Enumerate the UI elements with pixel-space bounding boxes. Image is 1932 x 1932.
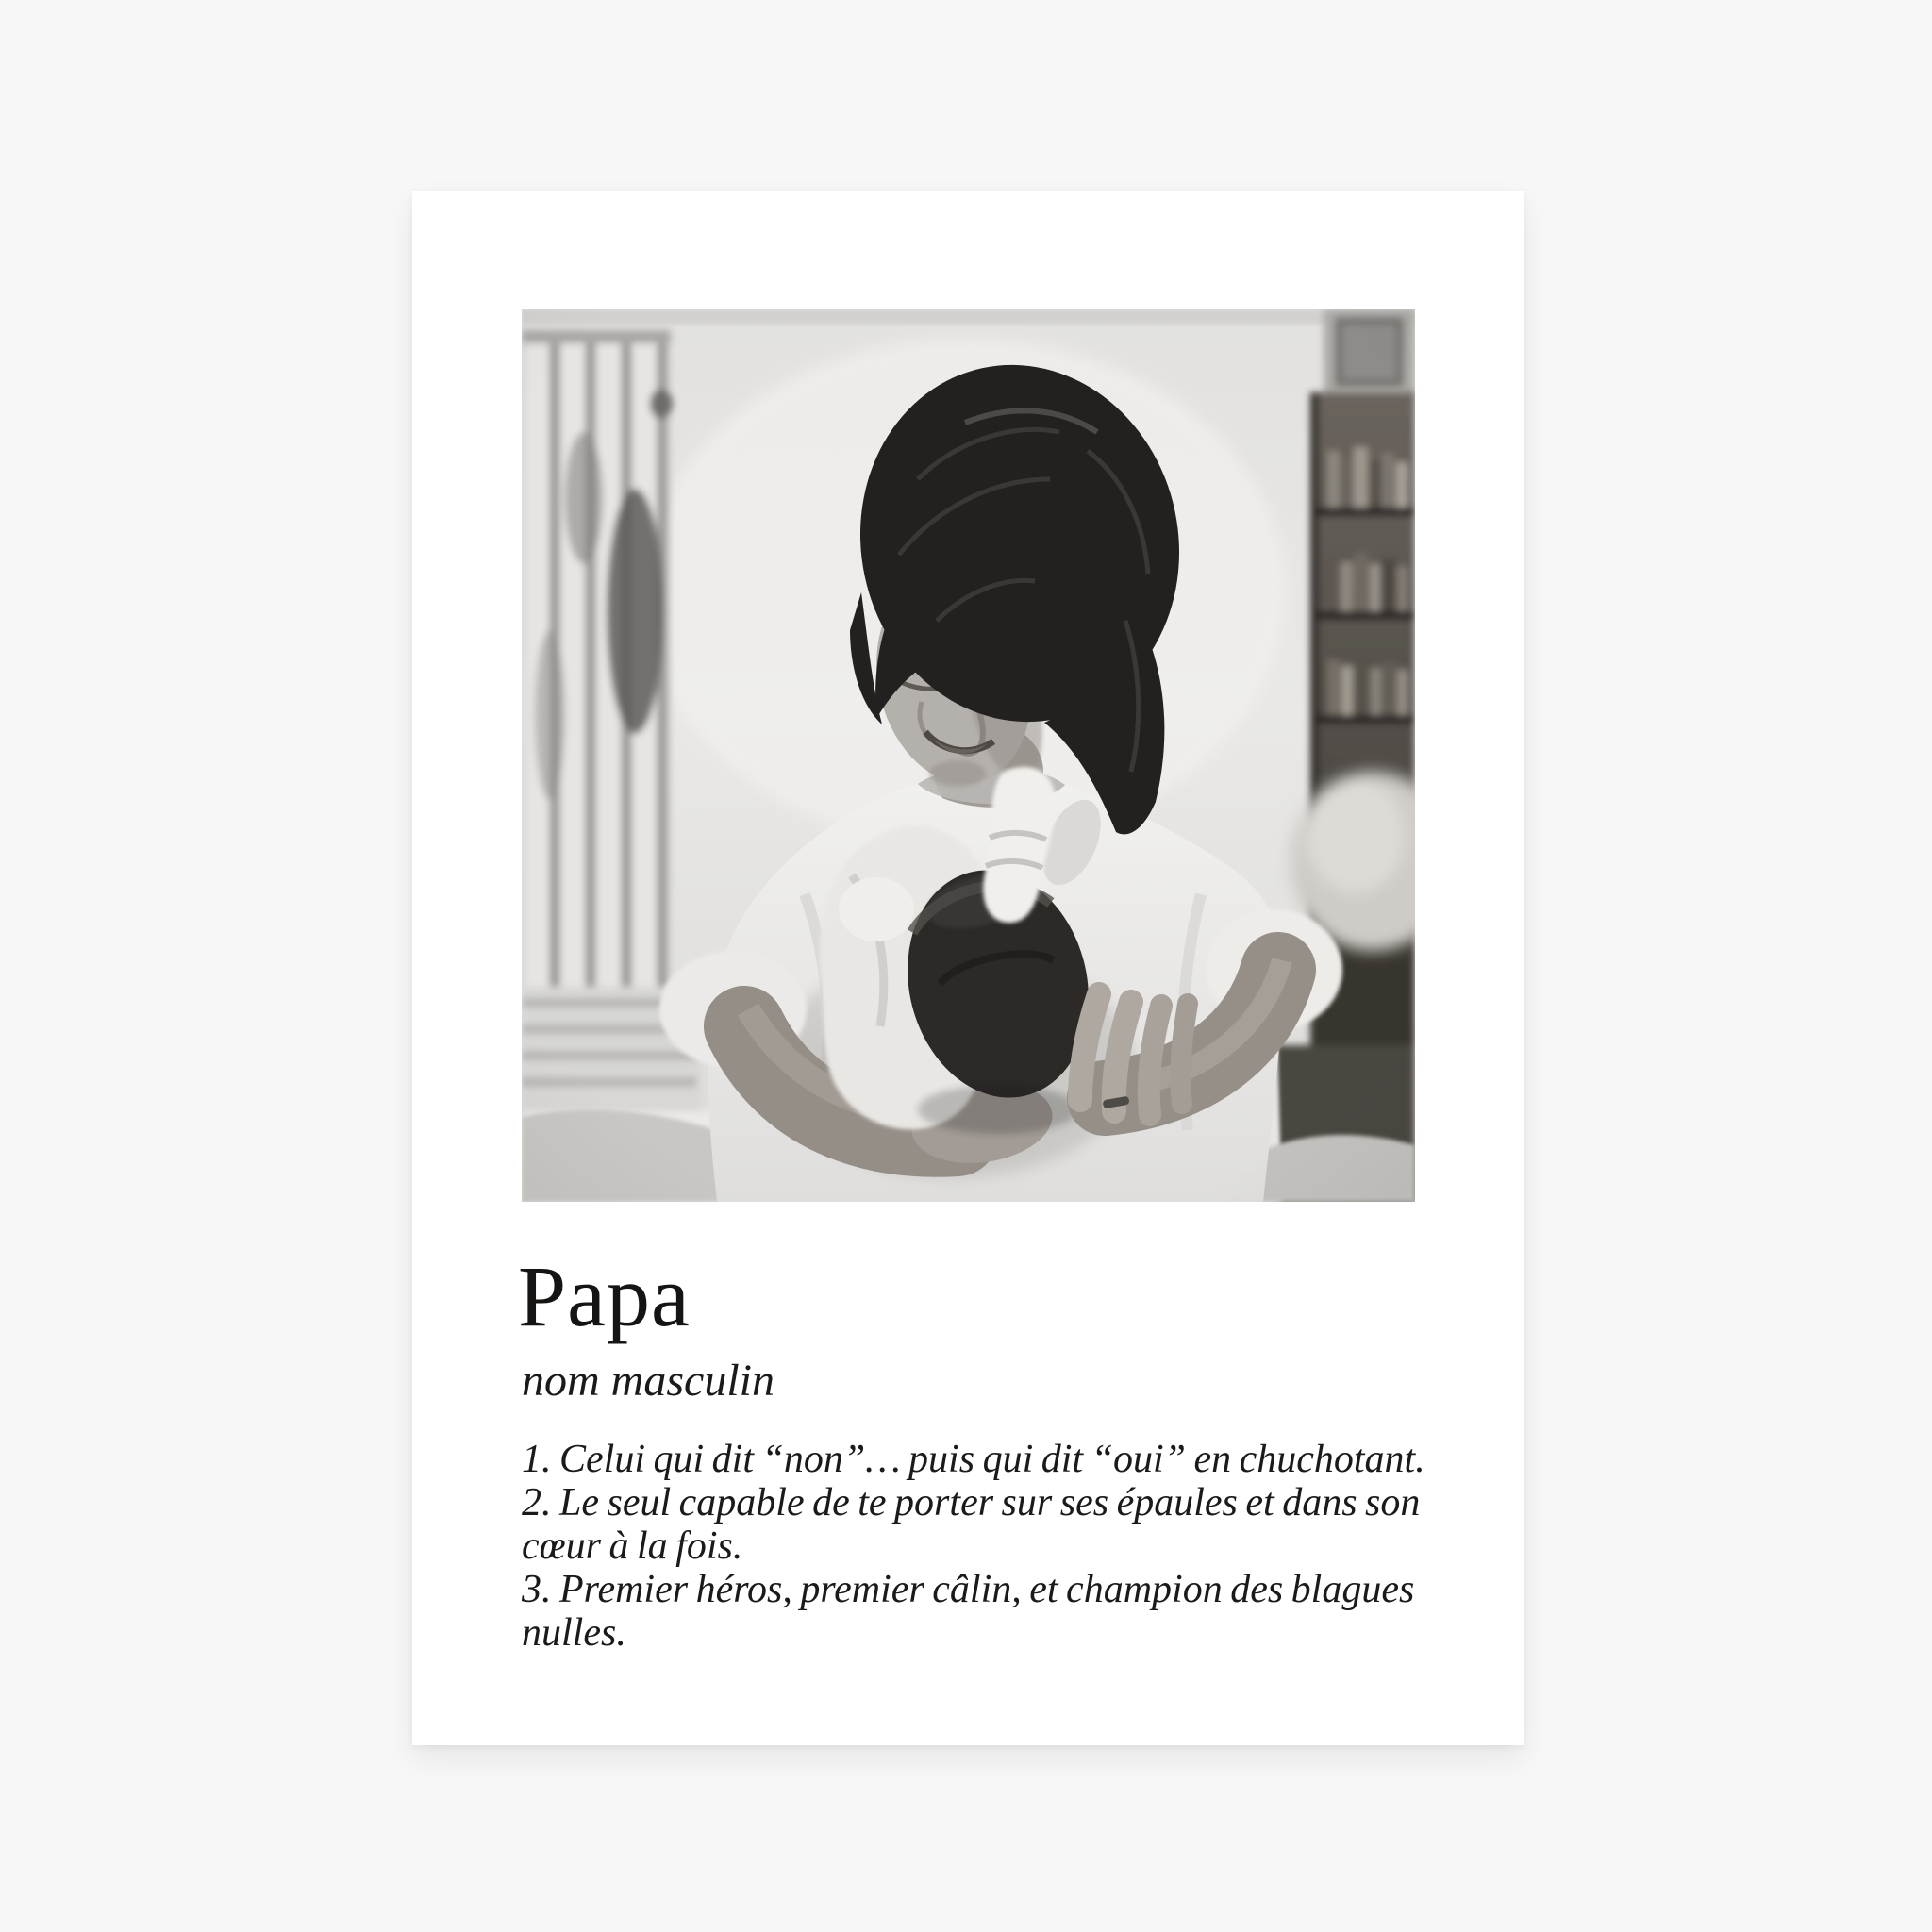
definition-1: 1. Celui qui dit “non”… puis qui dit “oui” en chuchotant. <box>522 1438 1425 1481</box>
definition-list <box>522 1438 1465 1655</box>
photo-vignette <box>522 309 1415 1202</box>
definition-3: 3. Premier héros, premier câlin, et champion des blagues nulles. <box>522 1568 1415 1655</box>
poster-title: Papa <box>518 1248 691 1344</box>
part-of-speech: nom masculin <box>522 1356 774 1406</box>
definition-2: 2. Le seul capable de te porter sur ses épaules et dans son cœur à la fois. <box>522 1481 1421 1568</box>
father-baby-photo <box>522 309 1415 1202</box>
photo-illustration <box>522 309 1415 1202</box>
poster-card <box>412 191 1524 1745</box>
